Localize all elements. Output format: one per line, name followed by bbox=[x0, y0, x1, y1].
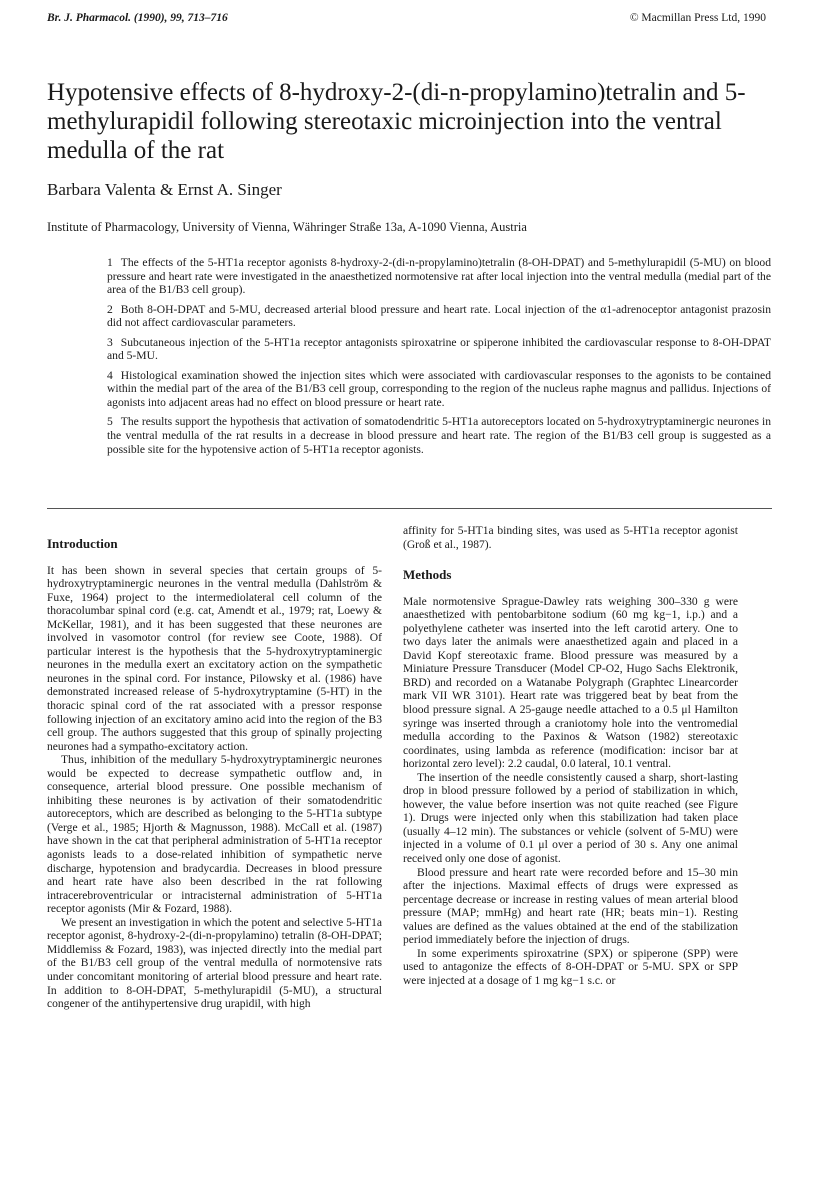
author-list: Barbara Valenta & Ernst A. Singer bbox=[47, 180, 282, 199]
abstract-item bbox=[107, 369, 771, 410]
journal-citation: Br. J. Pharmacol. (1990), 99, 713–716 bbox=[47, 12, 228, 24]
intro-paragraph: We present an investigation in which the potent and selective 5-HT1a receptor agonist, 8-hydroxy-2-(di-n-propylamino) tetralin (8-OH-DPAT; Middlemiss & Fozard, 1983), was injected directly into the medial part of the B1/B3 cell group of the ventral medulla of normotensive rats under concomitant monitoring of arterial blood pressure and heart rate. In addition to 8-OH-DPAT, 5-methylurapidil (5-MU), a structural congener of the antihypertensive drug urapidil, with high bbox=[47, 916, 383, 1011]
abstract-item-text: Histological examination showed the injection sites which were associated with cardiovascular responses to the agonists to be contained within the medial part of the area of the B1/B3 cell group, corresponding to the region of the nucleus raphe magnus and pallidus. Injections of agonists into adjacent areas had no effect on blood pressure or heart rate. bbox=[107, 368, 771, 409]
author-affiliation: Institute of Pharmacology, University of Vienna, Währinger Straße 13a, A-1090 Vienna, Austria bbox=[47, 220, 527, 234]
abstract-item-text: Both 8-OH-DPAT and 5-MU, decreased arterial blood pressure and heart rate. Local injection of the α1-adrenoceptor antagonist prazosin did not affect cardiovascular parameters. bbox=[107, 302, 771, 330]
introduction-heading: Introduction bbox=[47, 536, 118, 551]
abstract-item-number: 3 bbox=[107, 335, 113, 349]
abstract-item-number: 4 bbox=[107, 368, 113, 382]
abstract-item-number: 2 bbox=[107, 302, 113, 316]
methods-heading: Methods bbox=[403, 567, 452, 583]
copyright-notice: © Macmillan Press Ltd, 1990 bbox=[629, 12, 766, 24]
section-divider bbox=[47, 508, 772, 509]
abstract-item-number: 1 bbox=[107, 256, 113, 269]
abstract-item bbox=[107, 303, 771, 330]
intro-paragraph: It has been shown in several species that certain groups of 5-hydroxytryptaminergic neurones in the ventral medulla (Dahlström & Fuxe, 1964) project to the intermediolateral cell column of the thoracolumbar spinal cord (e.g. cat, Amendt et al., 1979; rat, Loewy & McKellar, 1981), and it has been suggested that these neurones are involved in vasomotor control (for review see Coote, 1988). Of particular interest is the hypothesis that the 5-hydroxytryptaminergic neurones in the medulla exert an excitatory action on the sympathetic neurones in the spinal cord. For instance, Pilowsky et al. (1986) have demonstrated increased release of 5-hydroxytryptamine (5-HT) in the thoracic spinal cord of the rat associated with a pressor response following injection of an excitatory amino acid into the region of the B3 cell group. The authors suggested that this group of spinally projecting neurones had a sympatho-excitatory action. bbox=[47, 564, 382, 753]
methods-paragraph: In some experiments spiroxatrine (SPX) or spiperone (SPP) were used to antagonize the effects of 8-OH-DPAT or 5-MU. SPX or SPP were injected at a dosage of 1 mg kg−1 s.c. or bbox=[403, 947, 738, 987]
intro-paragraph: Thus, inhibition of the medullary 5-hydroxytryptaminergic neurones would be expected to decrease sympathetic outflow and, in consequence, arterial blood pressure. One possible mechanism of inhibiting these neurones is by activation of their somatodendritic autoreceptors, which are described as belonging to the 5-HT1a subtype (Verge et al., 1985; Hjorth & Magnusson, 1988). McCall et al. (1987) have shown in the cat that peripheral administration of 5-HT1a receptor agonists leads to a dose-related inhibition of sympathetic nerve discharge, hypotension and bradycardia. Decreases in blood pressure and heart rate have also been described in the rat following intracerebroventricular or intracisternal administration of 5-HT1a receptor agonists (Mir & Fozard, 1988). bbox=[47, 754, 382, 916]
abstract-item-text: The effects of the 5-HT1a receptor agonists 8-hydroxy-2-(di-n-propylamino)tetralin (8-OH-DPAT) and 5-methylurapidil (5-MU) on blood pressure and heart rate were investigated in the anaesthetized normotensive rat after local injection into the ventral medulla (medial part of the area of the B1/B3 cell group). bbox=[107, 256, 771, 297]
abstract-item bbox=[107, 415, 771, 456]
abstract-item-text: The results support the hypothesis that activation of somatodendritic 5-HT1a autoreceptors located on 5-hydroxytryptaminergic neurones in the ventral medulla of the rat results in a decrease in blood pressure and heart rate. The region of the B1/B3 cell group is suggested as a possible site for the hypotensive action of 5-HT1a receptor agonists. bbox=[107, 415, 771, 456]
methods-paragraph: Male normotensive Sprague-Dawley rats weighing 300–330 g were anaesthetized with pentobarbitone sodium (60 mg kg−1, i.p.) and a polyethylene catheter was inserted into the left carotid artery. One to two days later the animals were anaesthetized again and placed in a David Kopf stereotaxic frame. Blood pressure was measured by a Miniature Pressure Transducer (Model CP-O2, Hugo Sachs Elektronik, BRD) and recorded on a Watanabe Polygraph (Graphtec Linearcorder mark VII WR 3101). Heart rate was triggered beat by beat from the blood pressure signal. A 25-gauge needle attached to a 0.5 μl Hamilton syringe was inserted through a craniotomy hole into the ventromedial medulla according to the Paxinos & Watson (1982) stereotaxic coordinates, using lambda as reference (modification: incisor bar at horizontal zero level): 2.2 caudal, 0.0 lateral, 10.1 ventral. bbox=[403, 595, 738, 771]
abstract-item bbox=[107, 336, 771, 363]
abstract bbox=[107, 256, 771, 462]
methods-paragraph: Blood pressure and heart rate were recorded before and 15–30 min after the injections. Maximal effects of drugs were expressed as percentage decrease or increase in resting values of mean arterial blood pressure (MAP; mmHg) and heart rate (HR; beats min−1). Resting values are defined as the values obtained at the end of the stabilization period immediately before the injection of drugs. bbox=[403, 866, 738, 947]
left-column bbox=[47, 537, 382, 1012]
methods-paragraph: The insertion of the needle consistently caused a sharp, short-lasting drop in blood pressure followed by a period of stabilization in which, however, the value before insertion was not quite reached (see Figure 1). Drugs were injected only when this stabilization had taken place (usually 4–12 min). The substances or vehicle (solvent of 5-MU) were injected in a volume of 0.1 μl over a period of 30 s. Any one animal received only one dose of agonist. bbox=[403, 771, 738, 866]
right-column bbox=[403, 525, 738, 989]
abstract-item-number: 5 bbox=[107, 415, 113, 429]
abstract-item-text: Subcutaneous injection of the 5-HT1a receptor antagonists spiroxatrine or spiperone inhibited the cardiovascular response to 8-OH-DPAT and 5-MU. bbox=[107, 335, 771, 363]
intro-continuation: affinity for 5-HT1a binding sites, was used as 5-HT1a receptor agonist (Groß et al., 1987). bbox=[403, 525, 738, 551]
abstract-item bbox=[107, 256, 771, 297]
article-title: Hypotensive effects of 8-hydroxy-2-(di-n-propylamino)tetralin and 5-methylurapidil following stereotaxic microinjection into the ventral medulla of the rat bbox=[47, 79, 746, 164]
